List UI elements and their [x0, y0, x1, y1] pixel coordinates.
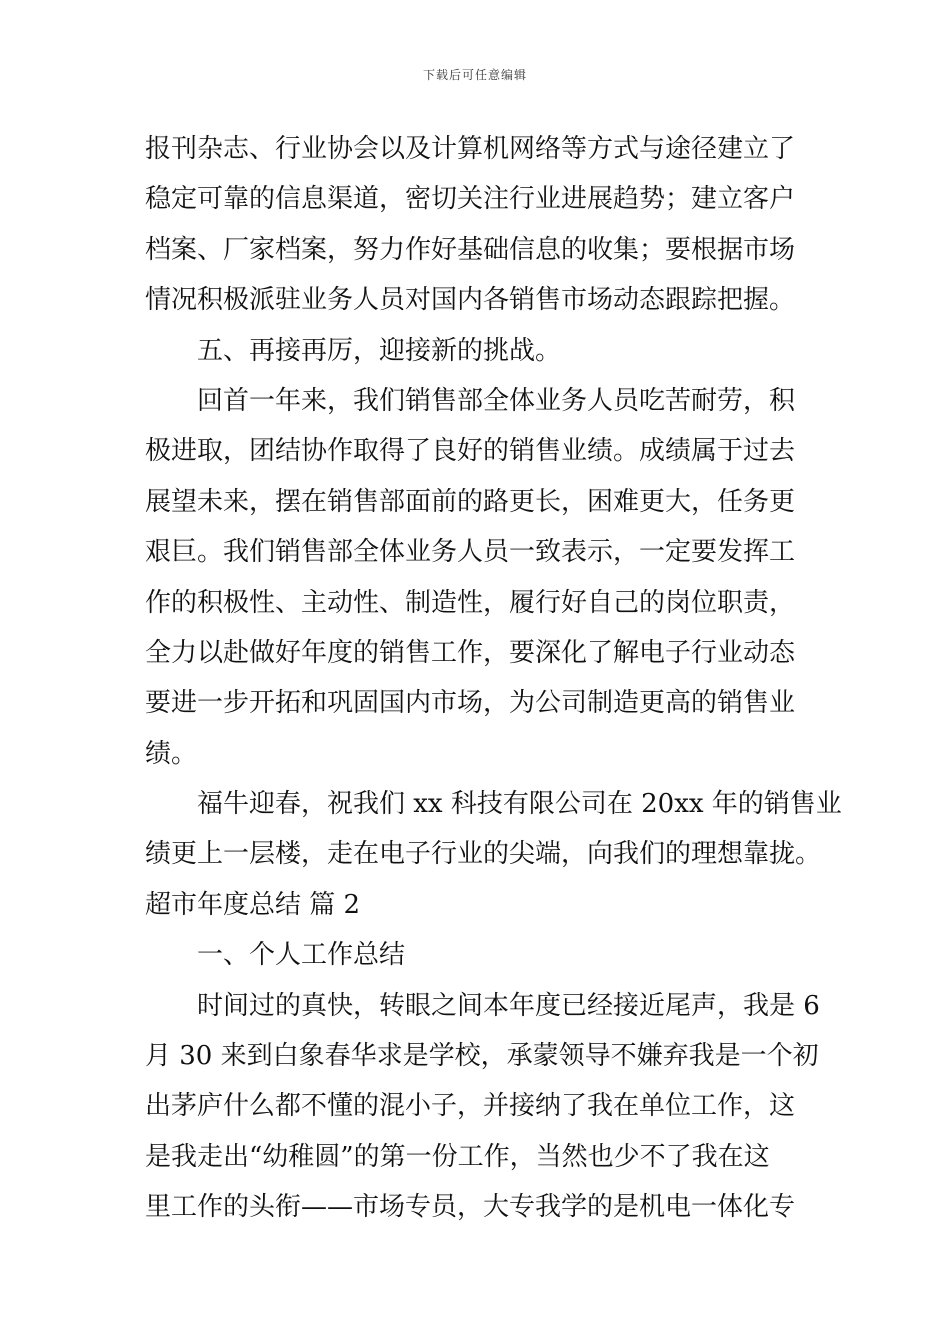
text-line: 作的积极性、主动性、制造性，履行好自己的岗位职责， [145, 587, 796, 618]
section-heading: 一、个人工作总结 [197, 940, 406, 971]
text-line: 是我走出“幼稚圆”的第一份工作，当然也少不了我在这 [145, 1141, 770, 1172]
header-note: 下载后可任意编辑 [422, 68, 527, 82]
text-line: 里工作的头衔——市场专员，大专我学的是机电一体化专 [145, 1192, 796, 1223]
text-line: 要进一步开拓和巩固国内市场，为公司制造更高的销售业 [145, 688, 796, 719]
document-body [145, 124, 842, 1233]
text-line: 全力以赴做好年度的销售工作，要深化了解电子行业动态 [145, 637, 796, 668]
text-line: 极进取，团结协作取得了良好的销售业绩。成绩属于过去 [145, 436, 796, 467]
section-heading: 五、再接再厉，迎接新的挑战。 [197, 335, 562, 366]
text-line: 月 30 来到白象春华求是学校，承蒙领导不嫌弃我是一个初 [145, 1041, 819, 1072]
text-line: 档案、厂家档案，努力作好基础信息的收集；要根据市场 [145, 234, 796, 265]
text-line: 绩更上一层楼，走在电子行业的尖端，向我们的理想靠拢。 [145, 839, 822, 870]
text-line: 稳定可靠的信息渠道，密切关注行业进展趋势；建立客户 [145, 184, 796, 215]
text-line: 出茅庐什么都不懂的混小子，并接纳了我在单位工作，这 [145, 1091, 796, 1122]
text-line: 回首一年来，我们销售部全体业务人员吃苦耐劳，积 [197, 385, 796, 416]
text-line: 绩。 [145, 738, 198, 769]
document-title: 超市年度总结 篇 2 [145, 889, 361, 920]
text-line: 报刊杂志、行业协会以及计算机网络等方式与途径建立了 [145, 134, 796, 164]
text-line: 情况积极派驻业务人员对国内各销售市场动态跟踪把握。 [145, 285, 796, 316]
text-line: 时间过的真快，转眼之间本年度已经接近尾声，我是 6 [197, 990, 820, 1021]
text-line: 福牛迎春，祝我们 xx 科技有限公司在 20xx 年的销售业 [197, 789, 842, 820]
text-line: 艰巨。我们销售部全体业务人员一致表示，一定要发挥工 [145, 537, 796, 568]
text-line: 展望未来，摆在销售部面前的路更长，困难更大，任务更 [145, 486, 796, 517]
